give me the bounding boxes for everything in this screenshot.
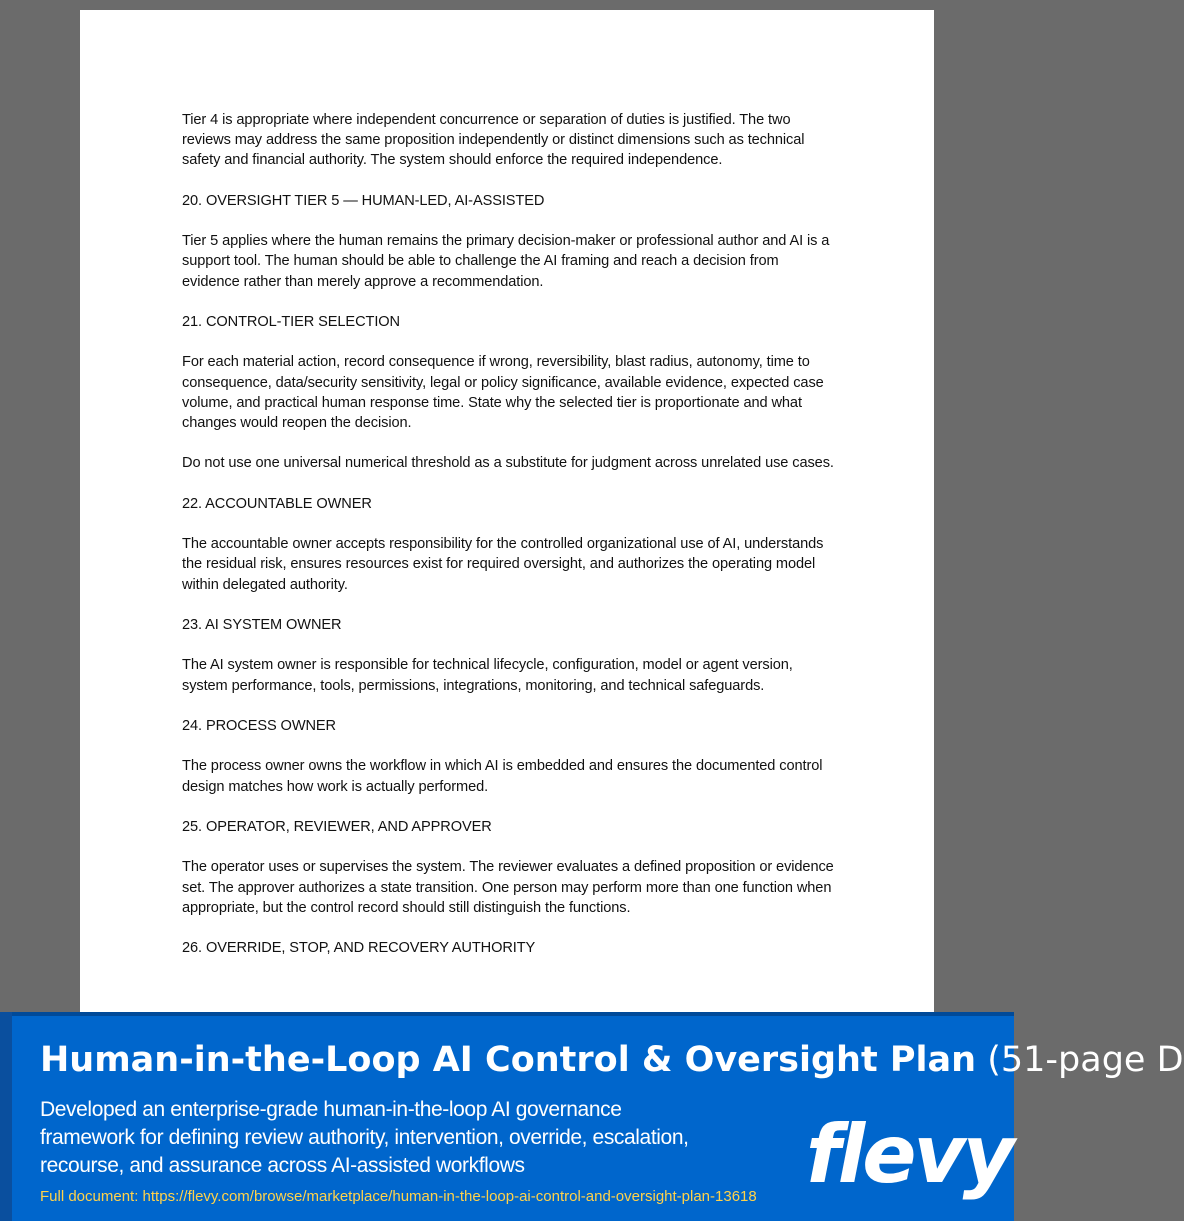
- heading-section-24: 24. PROCESS OWNER: [182, 717, 337, 734]
- paragraph-threshold-note: Do not use one universal numerical threshold as a substitute for judgment across unrelated use cases.: [182, 455, 834, 472]
- document-page: [80, 10, 934, 1020]
- banner-description-line: framework for defining review authority, intervention, override, escalation,: [40, 1126, 689, 1149]
- banner-description: [40, 1096, 740, 1180]
- paragraph-tier5: Tier 5 applies where the human remains the primary decision-maker or professional author and AI is a support tool. The human should be able to challenge the AI framing and reach a decision from evidence rather than merely approve a recommendation.: [182, 233, 830, 290]
- promo-banner: [0, 1012, 1184, 1221]
- paragraph-process-owner: The process owner owns the workflow in which AI is embedded and ensures the documented control design matches how work is actually performed.: [182, 758, 823, 795]
- paragraph-ai-system-owner: The AI system owner is responsible for technical lifecycle, configuration, model or agent version, system performance, tools, permissions, integrations, monitoring, and technical safeguards.: [182, 657, 793, 694]
- banner-title-suffix: (51-page D: [987, 1040, 1184, 1080]
- paragraph-accountable-owner: The accountable owner accepts responsibility for the controlled organizational use of AI, understands the residual risk, ensures resources exist for required oversight, and authorizes the operating model within delegated authority.: [182, 536, 824, 593]
- flevy-logo: flevy: [806, 1108, 1012, 1201]
- banner-description-line: Developed an enterprise-grade human-in-the-loop AI governance: [40, 1098, 622, 1121]
- heading-section-26: 26. OVERRIDE, STOP, AND RECOVERY AUTHORITY: [182, 940, 536, 957]
- paragraph-operator-reviewer-approver: The operator uses or supervises the system. The reviewer evaluates a defined proposition or evidence set. The approver authorizes a state transition. One person may perform more than one function when appropriate, but the control record should still distinguish the functions.: [182, 859, 834, 916]
- banner-title: [40, 1038, 1184, 1082]
- paragraph-tier4: Tier 4 is appropriate where independent concurrence or separation of duties is justified. The two reviews may address the same proposition independently or distinct dimensions such as technical safety and financial authority. The system should enforce the required independence.: [182, 112, 805, 169]
- banner-title-main: Human-in-the-Loop AI Control & Oversight Plan: [40, 1040, 977, 1080]
- banner-left-edge: [0, 1012, 12, 1221]
- banner-top-border: [0, 1012, 1014, 1016]
- full-document-link[interactable]: Full document: https://flevy.com/browse/marketplace/human-in-the-loop-ai-control-and-oversight-plan-13618: [40, 1188, 757, 1205]
- heading-section-22: 22. ACCOUNTABLE OWNER: [182, 495, 372, 512]
- heading-section-25: 25. OPERATOR, REVIEWER, AND APPROVER: [182, 818, 492, 835]
- document-body: [182, 110, 836, 979]
- heading-section-20: 20. OVERSIGHT TIER 5 — HUMAN-LED, AI-ASSISTED: [182, 192, 545, 209]
- heading-section-23: 23. AI SYSTEM OWNER: [182, 616, 342, 633]
- paragraph-tier-selection: For each material action, record consequence if wrong, reversibility, blast radius, autonomy, time to consequence, data/security sensitivity, legal or policy significance, available evidence, expected case volume, and practical human response time. State why the selected tier is proportionate and what changes would reopen the decision.: [182, 354, 824, 431]
- banner-description-line: recourse, and assurance across AI-assisted workflows: [40, 1154, 525, 1177]
- heading-section-21: 21. CONTROL-TIER SELECTION: [182, 313, 400, 330]
